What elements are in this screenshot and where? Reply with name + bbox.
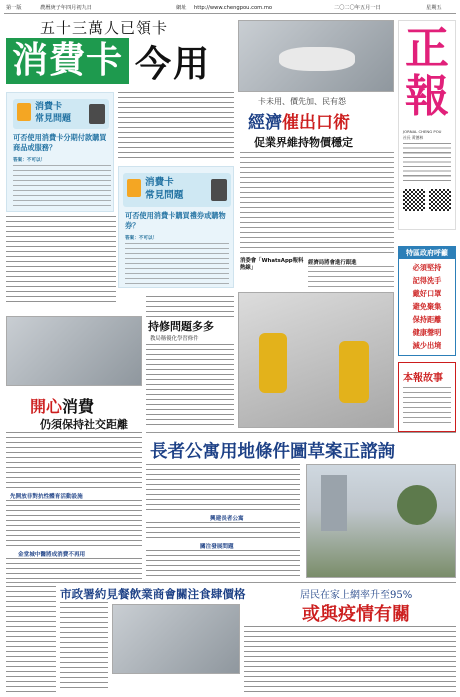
article-body-economy (240, 152, 394, 254)
elderly-section-1: 興建長者公寓 (210, 516, 244, 522)
slogan-caption: 特區政府呼籲 (399, 247, 455, 259)
slogan-line: 記得洗手 (412, 276, 442, 285)
faq-body-1 (13, 165, 111, 207)
faq-answer-1: 答案：不可以！ (13, 158, 46, 163)
article-body-left-col (6, 216, 116, 306)
faq-badge-line1: 消費卡 (145, 177, 174, 188)
mid-left-body-1 (6, 432, 142, 488)
headline-subtitle: 五十三萬人已領卡 (40, 19, 169, 37)
hold-problems-subtitle: 教局稱優化學習條件 (150, 336, 199, 342)
slogan-line: 必須堅持 (412, 263, 442, 272)
phone-icon (211, 179, 227, 201)
slogan-line: 減少出境 (412, 341, 442, 350)
side-column-text (403, 387, 451, 427)
faq-banner-1 (13, 99, 109, 129)
elderly-body-1 (146, 464, 300, 512)
mid-left-heading (30, 394, 94, 417)
hold-body-top (146, 296, 234, 318)
faq-badge-line2: 常見問題 (145, 190, 184, 201)
article-subtitle: 促業界維持物價穩定 (254, 136, 353, 149)
site-photo (306, 464, 456, 578)
bottom-right-body (244, 626, 456, 692)
weekday: 星期五 (426, 5, 442, 11)
qa-icon (127, 179, 141, 197)
government-slogan-box (398, 246, 456, 356)
slogan-line: 戴好口罩 (412, 289, 442, 298)
slogan-line: 健康聲明 (412, 328, 442, 337)
faq-banner-2 (123, 173, 231, 207)
elderly-section-2: 關注發展問題 (200, 544, 234, 550)
meeting-photo (238, 20, 394, 92)
building (321, 475, 347, 531)
qa-icon (17, 103, 31, 121)
tree (397, 485, 437, 525)
volunteers-photo (238, 292, 394, 428)
classroom-photo (6, 316, 142, 386)
article-body-economy-2 (308, 266, 394, 288)
headline-rest: 今用 (135, 43, 212, 85)
masthead-line-1: JORNAL CHENG POU (403, 129, 442, 134)
bottom-right-title: 或與疫情有關 (302, 604, 410, 625)
website-link[interactable]: http://www.chengpou.com.mo (194, 5, 273, 11)
hold-problems-title: 持修問題多多 (148, 320, 214, 333)
masthead-info-text (403, 143, 451, 183)
qr-code-1[interactable] (403, 189, 425, 211)
article-title (248, 108, 350, 133)
mid-left-section-1: 先開放非對抗性體育活動設施 (10, 494, 83, 500)
restaurant-meeting-photo (112, 604, 240, 674)
side-column-box (398, 362, 456, 432)
section-divider (6, 582, 456, 583)
headline (6, 37, 232, 85)
page-header-bar (4, 2, 456, 14)
volunteer-vest-left (259, 333, 287, 393)
mid-left-body-2 (6, 500, 142, 546)
masthead-title-char-1: 正 (405, 23, 449, 74)
volunteer-vest-right (339, 341, 369, 403)
masthead (398, 20, 456, 230)
slogan-line: 保持距離 (412, 315, 442, 324)
elderly-article-title: 長者公寓用地條件圖草案正諮詢 (150, 442, 395, 462)
faq-badge-line1: 消費卡 (35, 102, 63, 112)
masthead-title-char-2: 報 (405, 71, 449, 122)
faq-panel-1 (6, 92, 114, 212)
bottom-left-body (6, 586, 56, 692)
faq-panel-2 (118, 166, 234, 288)
mid-left-body-3 (6, 558, 142, 580)
website-label: 網址 (176, 5, 187, 11)
issue-date: 二〇二〇年五月一日 (334, 5, 381, 11)
masthead-line-2: 社長 黃德林 (403, 135, 424, 140)
headline-highlight: 消費卡 (6, 38, 129, 84)
elderly-body-2 (146, 522, 300, 540)
bottom-right-kicker: 居民在家上網率升至95% (300, 590, 413, 601)
faq-badge-line2: 常見問題 (35, 114, 72, 124)
side-column-title: 本報故事 (403, 373, 443, 384)
section-divider (146, 432, 456, 433)
faq-body-2 (125, 243, 229, 285)
hold-body (146, 344, 234, 426)
qr-code-2[interactable] (429, 189, 451, 211)
article-title-pre: 經濟 (248, 113, 282, 133)
mid-left-heading-black: 消費 (62, 397, 95, 416)
conference-table (279, 47, 355, 71)
article-kicker: 卡未用、價先加、民有怨 (258, 97, 346, 106)
faq-answer-2: 答案：不可以！ (125, 236, 158, 241)
mid-left-section-2: 金堂城中醫將成消費不再用 (18, 552, 86, 558)
mid-left-subheading: 仍須保持社交距離 (40, 418, 128, 431)
elderly-body-3 (146, 550, 300, 578)
faq-question-2: 可否使用消費卡購買禮券或購物券？ (125, 211, 226, 230)
faq-question-1: 可否使用消費卡分期付款購買商品或服務？ (13, 133, 107, 152)
article-body-consumer-card (118, 92, 234, 162)
phone-icon (89, 104, 105, 124)
mid-left-heading-red: 開心 (30, 397, 63, 416)
economy-side-heading: 經濟局將會進行跟進 (308, 260, 357, 266)
slogan-list (399, 259, 455, 352)
page-number: 第一版 (6, 5, 22, 11)
article-title-red: 催出口術 (282, 113, 350, 133)
slogan-line: 避免聚集 (412, 302, 442, 311)
whatsapp-hotline-box: 消委會「WhatsApp報料熱線」 (240, 258, 304, 271)
bottom-left-title: 市政署約見餐飲業商會關注食肆價格 (60, 587, 246, 601)
bottom-left-body-2 (60, 602, 108, 692)
lunar-date: 農曆庚子年四月初九日 (40, 5, 92, 11)
